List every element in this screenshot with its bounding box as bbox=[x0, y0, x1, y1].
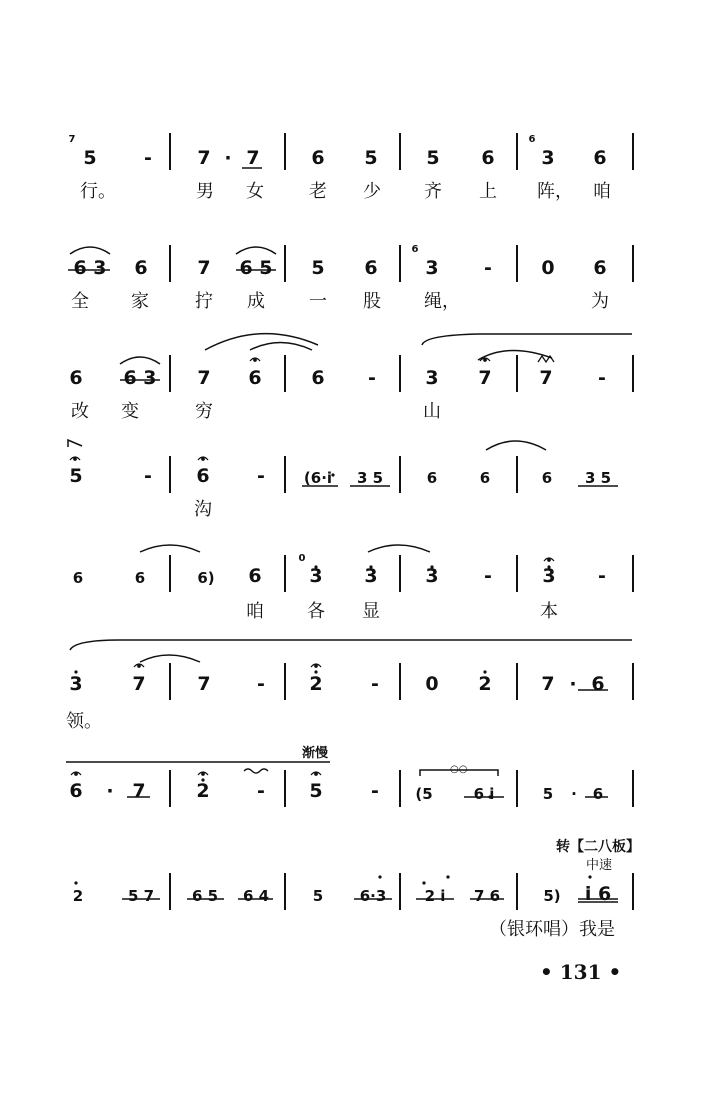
lyric: 少 bbox=[363, 181, 381, 202]
note: 2 bbox=[72, 887, 84, 905]
note: 6 bbox=[69, 367, 83, 389]
lyric: 阵， bbox=[537, 181, 573, 202]
note: 7 bbox=[478, 367, 492, 389]
lyric: 全 bbox=[71, 291, 89, 312]
lyric: 穷 bbox=[195, 401, 213, 422]
note: 2 bbox=[309, 673, 323, 695]
note: 7 bbox=[132, 780, 146, 802]
note-dot: · bbox=[224, 147, 232, 169]
note: 0 bbox=[425, 673, 439, 695]
note: 7 bbox=[132, 673, 146, 695]
note-dash: - bbox=[484, 257, 492, 279]
note: 5 bbox=[311, 257, 325, 279]
note: 5 bbox=[69, 465, 83, 487]
note: 6 bbox=[593, 257, 607, 279]
note: 6 bbox=[134, 257, 148, 279]
lyric: 领。 bbox=[66, 711, 102, 732]
note: 5 bbox=[364, 147, 378, 169]
note: 3 bbox=[425, 257, 439, 279]
note-pair: 6 4 bbox=[242, 887, 270, 905]
note: 6 bbox=[311, 147, 325, 169]
note: 6 bbox=[541, 469, 553, 487]
note: 6 bbox=[479, 469, 491, 487]
note: 5) bbox=[543, 887, 561, 905]
lyric: 本 bbox=[540, 601, 558, 622]
note: 7 bbox=[539, 367, 553, 389]
note: 6 bbox=[248, 367, 262, 389]
note-dot: · bbox=[569, 673, 577, 695]
note: (5 bbox=[415, 785, 433, 803]
note-group: 6·3 bbox=[359, 887, 387, 905]
lyric: 成 bbox=[247, 291, 265, 312]
note: 6 bbox=[426, 469, 438, 487]
lyric: 股 bbox=[363, 291, 381, 312]
lyric: 拧 bbox=[195, 291, 213, 312]
note: 6 bbox=[591, 673, 605, 695]
note-pair: 2 i bbox=[424, 887, 446, 905]
note-dash: - bbox=[484, 565, 492, 587]
tempo-change-marking: 转【二八板】 bbox=[556, 839, 640, 855]
grace-note: 6 bbox=[528, 134, 536, 145]
note: 5 bbox=[426, 147, 440, 169]
lyric: 咱 bbox=[593, 181, 611, 202]
note-pair: 6 5 bbox=[191, 887, 219, 905]
note: 6 bbox=[72, 569, 84, 587]
note-pair: 6 3 bbox=[73, 257, 107, 279]
note-pair: 5 7 bbox=[127, 887, 155, 905]
tremolo-mark: ○○ bbox=[450, 764, 468, 775]
note-dash: - bbox=[257, 673, 265, 695]
note-dash: - bbox=[144, 465, 152, 487]
note: 6) bbox=[197, 569, 215, 587]
note: 6 bbox=[481, 147, 495, 169]
lyric: 改 bbox=[71, 401, 89, 422]
lyric: 绳， bbox=[424, 291, 460, 312]
tempo-marking: 渐慢 bbox=[302, 746, 329, 761]
note: 5 bbox=[309, 780, 323, 802]
lyric: 老 bbox=[309, 181, 327, 202]
note-pair: 6 5 bbox=[239, 257, 273, 279]
note-dash: - bbox=[598, 367, 606, 389]
note: 3 bbox=[541, 147, 555, 169]
note: 2 bbox=[196, 780, 210, 802]
note-dash: - bbox=[257, 780, 265, 802]
note: 3 bbox=[69, 673, 83, 695]
lyric: 显 bbox=[362, 601, 380, 622]
note: 6 bbox=[134, 569, 146, 587]
note: 6 bbox=[364, 257, 378, 279]
grace-note: 7 bbox=[68, 134, 76, 145]
note-pair: 6 3 bbox=[123, 367, 157, 389]
note: 3 bbox=[309, 565, 323, 587]
page-number: • 131 • bbox=[540, 960, 622, 984]
note: 3 bbox=[425, 367, 439, 389]
note: 6 bbox=[592, 785, 604, 803]
lyric: 沟 bbox=[194, 499, 212, 520]
note-dash: - bbox=[144, 147, 152, 169]
lyric: 一 bbox=[309, 291, 327, 312]
note-dash: - bbox=[371, 780, 379, 802]
note: 6 bbox=[248, 565, 262, 587]
note: 5 bbox=[83, 147, 97, 169]
lyric: 家 bbox=[131, 291, 149, 312]
note: 7 bbox=[541, 673, 555, 695]
note-dot: · bbox=[571, 785, 577, 803]
note-pair: 7 6 bbox=[473, 887, 501, 905]
note: 3 bbox=[542, 565, 556, 587]
note: 6 bbox=[311, 367, 325, 389]
note-pair: 3 5 bbox=[584, 469, 612, 487]
grace-note: 6 bbox=[411, 244, 419, 255]
lyric: 齐 bbox=[424, 181, 442, 202]
lyric: 男 bbox=[196, 181, 214, 202]
note: 7 bbox=[197, 673, 211, 695]
lyric: 变 bbox=[121, 401, 139, 422]
note: 5 bbox=[542, 785, 554, 803]
lyric: 各 bbox=[307, 601, 325, 622]
note-dot: · bbox=[106, 780, 114, 802]
lyric: 女 bbox=[246, 181, 264, 202]
note-pair: 3 5 bbox=[356, 469, 384, 487]
note-dash: - bbox=[257, 465, 265, 487]
note: 6 bbox=[69, 780, 83, 802]
note-pair: i 6 bbox=[584, 883, 612, 905]
lyric: 为 bbox=[591, 291, 609, 312]
note: 7 bbox=[197, 147, 211, 169]
note: 6 bbox=[196, 465, 210, 487]
lyric-singer-line: （银环唱）我是 bbox=[489, 919, 615, 940]
note: 5 bbox=[312, 887, 324, 905]
note: 2 bbox=[478, 673, 492, 695]
note: 7 bbox=[197, 367, 211, 389]
lyric: 行。 bbox=[80, 181, 116, 202]
lyric: 山 bbox=[423, 401, 441, 422]
note-pair: 6 i bbox=[473, 785, 495, 803]
note-dash: - bbox=[371, 673, 379, 695]
note-dash: - bbox=[598, 565, 606, 587]
tempo-text: 中速 bbox=[586, 858, 613, 873]
lyric: 咱 bbox=[246, 601, 264, 622]
note-dash: - bbox=[368, 367, 376, 389]
note: 0 bbox=[541, 257, 555, 279]
note-group: (6·i bbox=[303, 469, 333, 487]
lyric: 上 bbox=[479, 181, 497, 202]
note: 7 bbox=[246, 147, 260, 169]
note: 6 bbox=[593, 147, 607, 169]
note: 3 bbox=[425, 565, 439, 587]
note: 7 bbox=[197, 257, 211, 279]
grace-note: 0 bbox=[298, 553, 306, 564]
note: 3 bbox=[364, 565, 378, 587]
